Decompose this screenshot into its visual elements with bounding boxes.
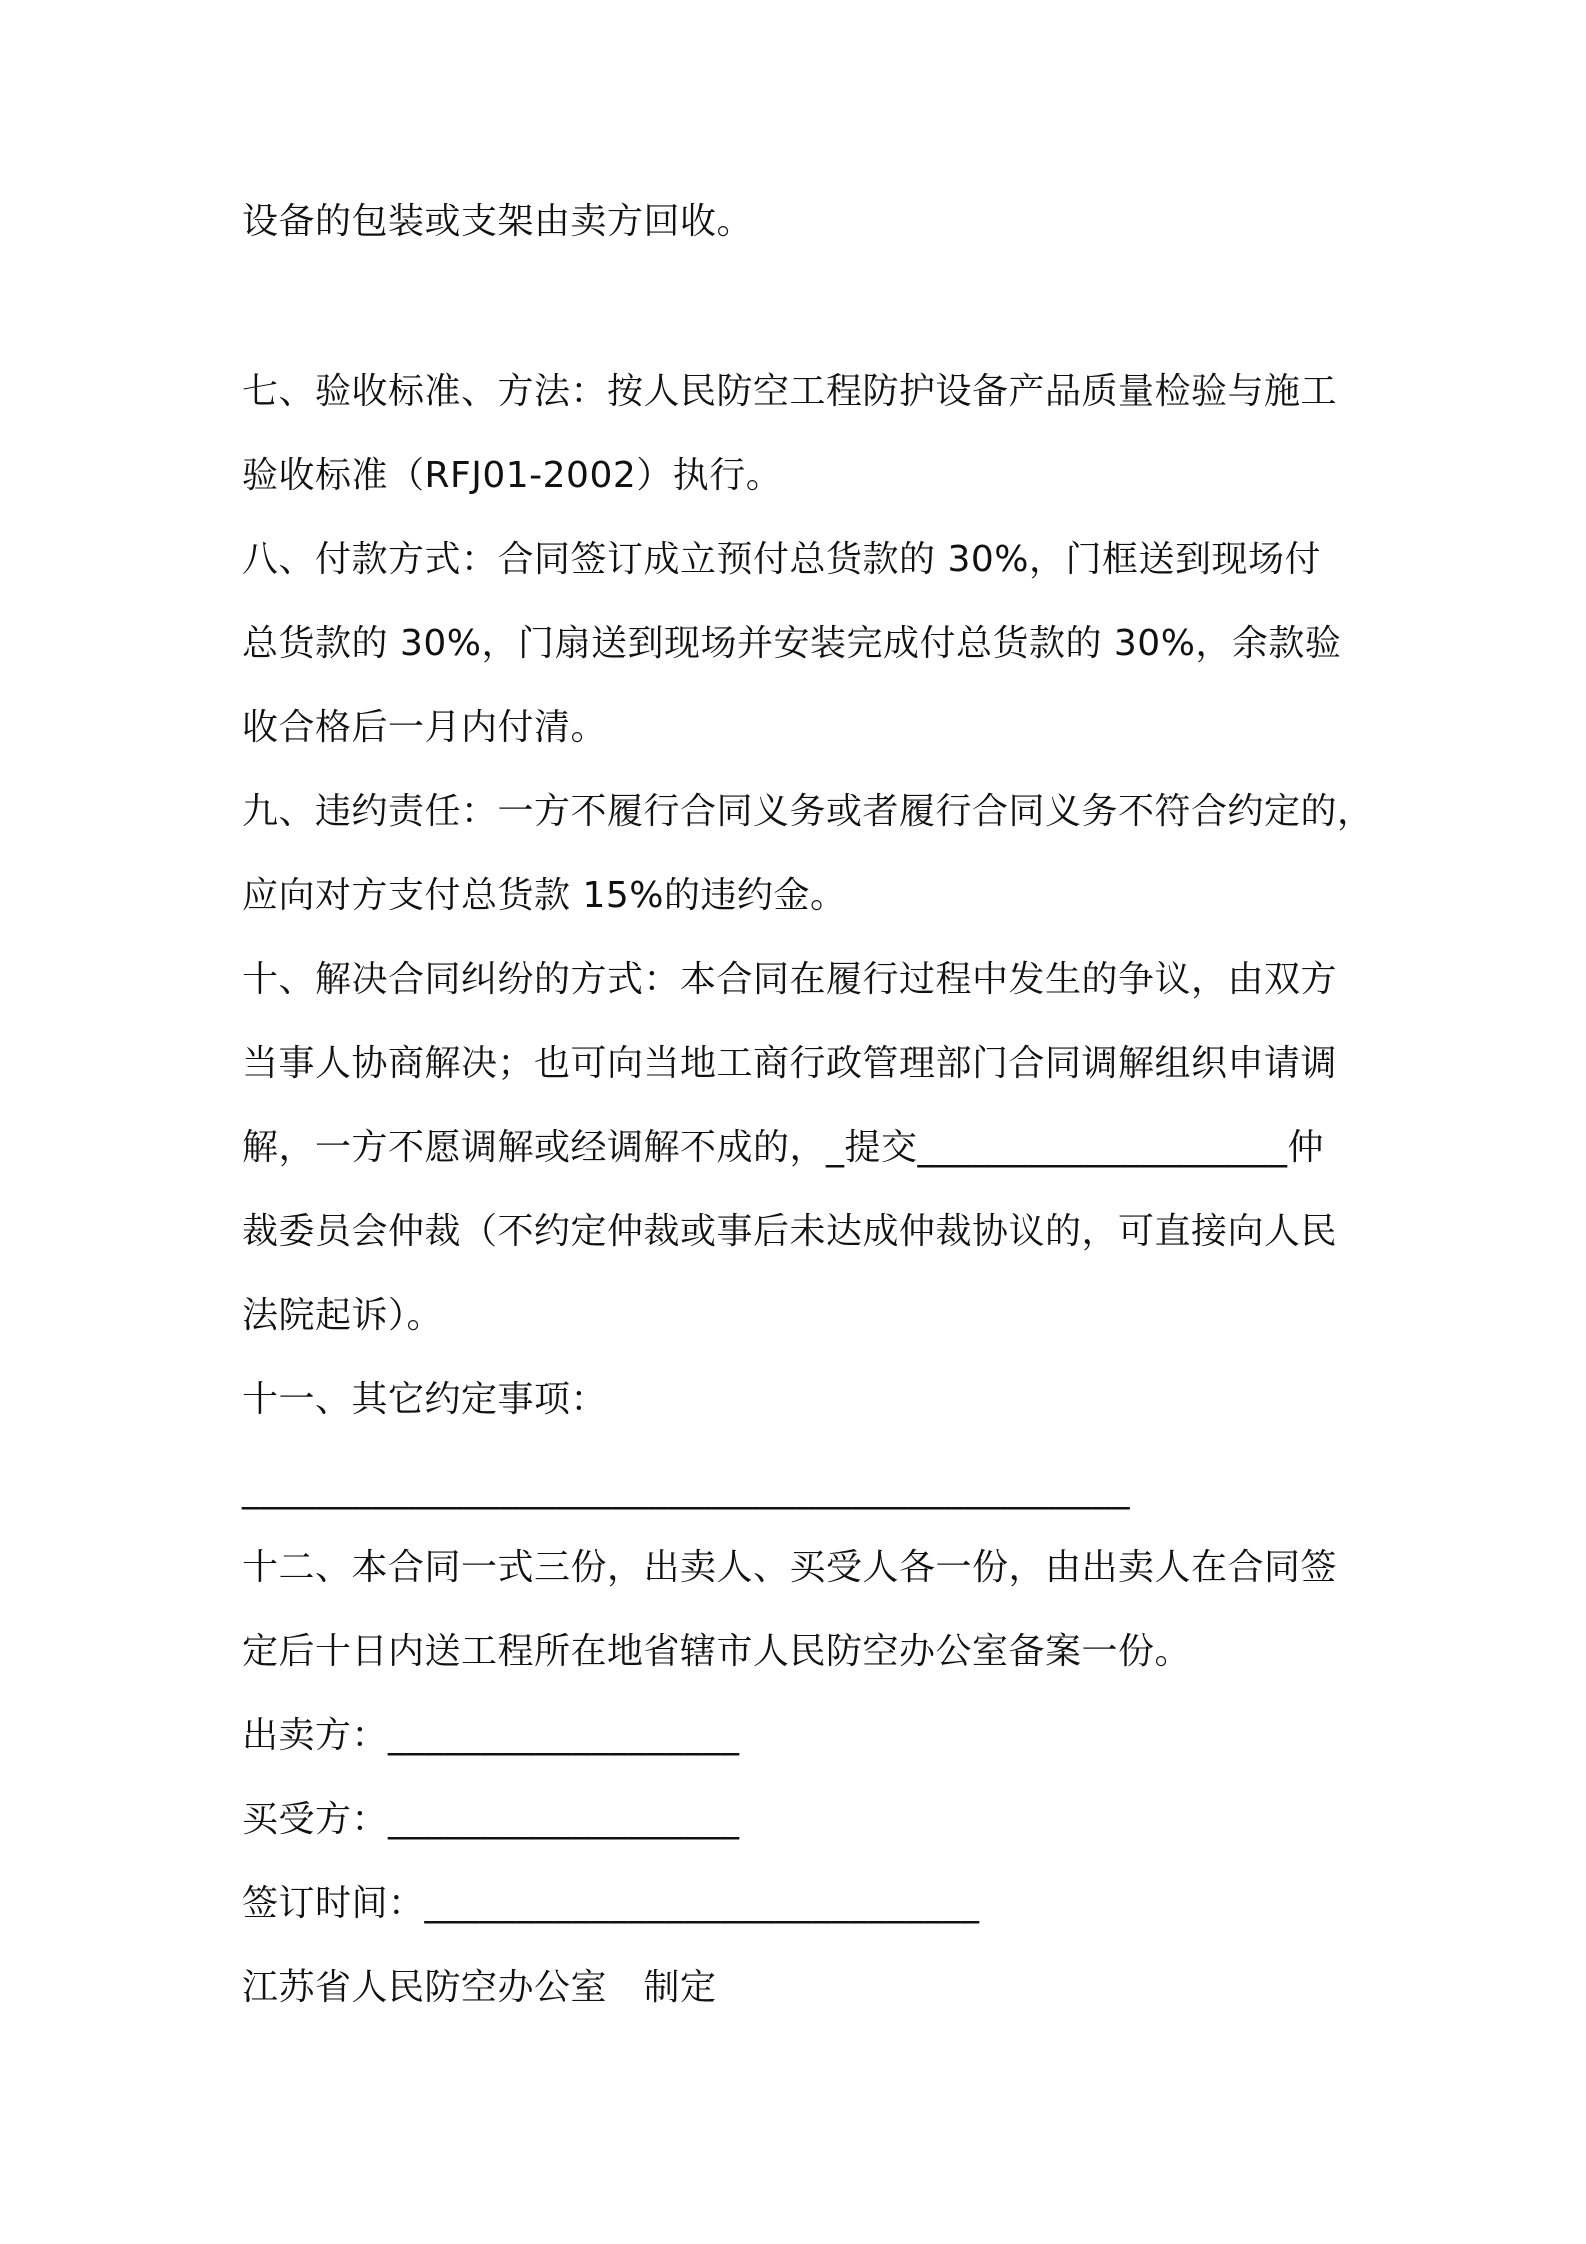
seller-signature-line: 出卖方：___________________ bbox=[242, 1715, 740, 1756]
para-dispute-3: 解，一方不愿调解或经调解不成的，_提交____________________仲 bbox=[242, 1127, 1325, 1168]
para-dispute-1: 十、解决合同纠纷的方式：本合同在履行过程中发生的争议，由双方 bbox=[242, 959, 1338, 1000]
para-dispute-4: 裁委员会仲裁（不约定仲裁或事后未达成仲裁协议的，可直接向人民 bbox=[242, 1211, 1338, 1252]
signing-date-line: 签订时间：______________________________ bbox=[242, 1883, 980, 1924]
para-acceptance-1: 七、验收标准、方法：按人民防空工程防护设备产品质量检验与施工 bbox=[242, 371, 1338, 412]
para-dispute-2: 当事人协商解决；也可向当地工商行政管理部门合同调解组织申请调 bbox=[242, 1043, 1338, 1084]
para-payment-3: 收合格后一月内付清。 bbox=[242, 707, 608, 748]
para-dispute-5: 法院起诉）。 bbox=[242, 1295, 444, 1336]
buyer-signature-line: 买受方：___________________ bbox=[242, 1799, 740, 1840]
para-copies-1: 十二、本合同一式三份，出卖人、买受人各一份，由出卖人在合同签 bbox=[242, 1547, 1338, 1588]
para-payment-2: 总货款的 30%，门扇送到现场并安装完成付总货款的 30%，余款验 bbox=[242, 623, 1342, 664]
issuer-line: 江苏省人民防空办公室 制定 bbox=[242, 1967, 717, 2008]
para-other-terms: 十一、其它约定事项： bbox=[242, 1379, 608, 1420]
para-packaging: 设备的包装或支架由卖方回收。 bbox=[242, 201, 754, 242]
other-terms-blank: ________________________________________________ bbox=[242, 1469, 1130, 1510]
para-acceptance-2: 验收标准（RFJ01-2002）执行。 bbox=[242, 455, 783, 496]
para-liability-1: 九、违约责任：一方不履行合同义务或者履行合同义务不符合约定的， bbox=[242, 791, 1374, 832]
para-liability-2: 应向对方支付总货款 15%的违约金。 bbox=[242, 875, 847, 916]
para-payment-1: 八、付款方式：合同签订成立预付总货款的 30%，门框送到现场付 bbox=[242, 539, 1321, 580]
para-copies-2: 定后十日内送工程所在地省辖市人民防空办公室备案一份。 bbox=[242, 1631, 1192, 1672]
